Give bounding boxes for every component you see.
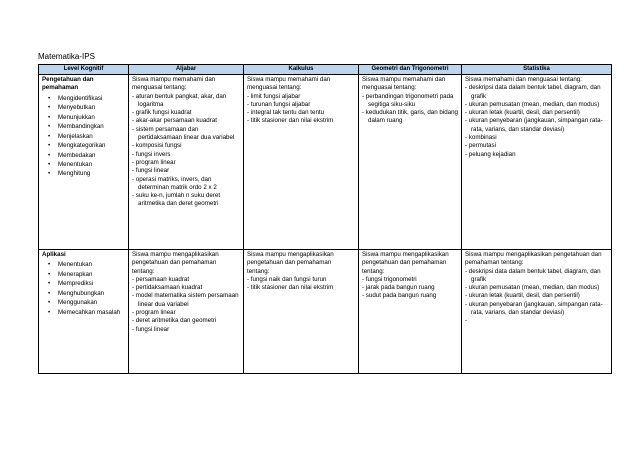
- header-kalkulus: Kalkulus: [244, 65, 359, 75]
- list-item: • Memprediksi: [58, 280, 125, 288]
- topic-list: [465, 84, 608, 159]
- list-item: - fungsi linear: [132, 325, 170, 333]
- list-item: • Menentukan: [58, 161, 125, 169]
- table-row: [39, 75, 612, 250]
- level-cell: [39, 75, 129, 250]
- page-title: Matematika-IPS: [38, 52, 95, 61]
- list-item: - ukuran penyebaran (jangkauan, simpangan rata-rata, varians, dan standar deviasi): [465, 300, 603, 317]
- topic-list: [247, 93, 355, 126]
- list-item: - ukuran letak (kuartil, desil, dan persentil): [465, 292, 580, 300]
- verb-list: [42, 95, 125, 179]
- list-item: • Menghitung: [58, 170, 125, 178]
- header-aljabar: Aljabar: [129, 65, 244, 75]
- list-item: - ukuran pemusatan (mean, median, dan modus): [465, 100, 600, 108]
- verb-list: [42, 261, 125, 317]
- list-item: - program linear: [132, 158, 176, 166]
- table-row: [39, 250, 612, 374]
- cell-intro: Siswa mampu mengaplikasikan pengetahuan dan pemahaman tentang:: [362, 251, 449, 275]
- list-item: • Menentukan: [58, 261, 125, 269]
- list-item: - permutasi: [465, 142, 496, 150]
- list-item: - ukuran penyebaran (jangkauan, simpangan rata-rata, varians, dan standar deviasi): [465, 117, 603, 133]
- geometri-cell: [359, 75, 462, 250]
- list-item: - komposisi fungsi: [132, 142, 182, 150]
- list-item: - pertidaksamaan kuadrat: [132, 284, 203, 292]
- header-geometri: Geometri dan Trigonometri: [359, 65, 462, 75]
- list-item: - ukuran pemusatan (mean, median, dan modus): [465, 284, 600, 292]
- topic-list: [132, 276, 240, 334]
- list-item: • Menjelaskan: [58, 133, 125, 141]
- list-item: • Menggunakan: [58, 299, 125, 307]
- cell-intro: Siswa mampu memahami dan menguasai tentang:: [247, 76, 331, 92]
- list-item: - limit fungsi aljabar: [247, 92, 301, 100]
- table-header-row: [39, 65, 612, 75]
- list-item: - kedudukan titik, garis, dan bidang dalam ruang: [362, 109, 458, 125]
- list-item: • Mengkategorikan: [58, 142, 125, 150]
- list-item: - fungsi linear: [132, 167, 170, 175]
- list-item: • Membandingkan: [58, 123, 125, 131]
- aljabar-cell: [129, 250, 244, 374]
- list-item: - suku ke-n, jumlah n suku deret aritmetika dan deret geometri: [132, 192, 221, 208]
- list-item: - peluang kejadian: [465, 150, 516, 158]
- aljabar-cell: [129, 75, 244, 250]
- list-item: • Mengidentifikasi: [58, 95, 125, 103]
- list-item: - integral tak tentu dan tentu: [247, 109, 325, 117]
- list-item: - persamaan kuadrat: [132, 275, 190, 283]
- header-statistika: Statistika: [462, 65, 612, 75]
- list-item: -: [465, 317, 468, 325]
- topic-list: [247, 276, 355, 293]
- list-item: - model matematika sistem persamaan linear dua variabel: [132, 292, 239, 308]
- list-item: - ukuran letak (kuartil, desil, dan persentil): [465, 109, 580, 117]
- cell-intro: Siswa mampu memahami dan menguasai tentang:: [362, 76, 446, 92]
- level-title: Aplikasi: [42, 251, 66, 258]
- competency-table: [38, 64, 612, 374]
- list-item: - fungsi invers: [132, 150, 171, 158]
- list-item: - perbandingan trigonometri pada segitiga siku-siku: [362, 92, 454, 108]
- list-item: - titik stasioner dan nilai ekstrim: [247, 284, 334, 292]
- list-item: - sistem persamaan dan pertidaksamaan linear dua variabel: [132, 125, 235, 142]
- level-title: Pengetahuan dan pemahaman: [42, 76, 94, 92]
- list-item: - akar-akar persamaan kuadrat: [132, 117, 217, 125]
- list-item: • Menunjukkan: [58, 114, 125, 122]
- list-item: - aturan bentuk pangkat, akar, dan logaritma: [132, 92, 227, 108]
- geometri-cell: [359, 250, 462, 374]
- list-item: • Membedakan: [58, 152, 125, 160]
- level-cell: [39, 250, 129, 374]
- list-item: - kombinasi: [465, 134, 497, 142]
- topic-list: [362, 93, 458, 126]
- list-item: • Memecahkan masalah: [58, 309, 125, 317]
- topic-list: [362, 276, 458, 301]
- cell-intro: Siswa mampu mengaplikasikan pengetahuan dan pemahaman tentang:: [465, 251, 602, 267]
- statistika-cell: [462, 250, 612, 374]
- list-item: - fungsi trigonometri: [362, 275, 417, 283]
- list-item: - deret aritmetika dan geometri: [132, 317, 217, 325]
- cell-intro: Siswa memahami dan menguasai tentang:: [465, 76, 582, 83]
- list-item: - deskripsi data dalam bentuk tabel, diagram, dan grafik: [465, 84, 601, 100]
- list-item: - fungsi naik dan fungsi turun: [247, 275, 327, 283]
- cell-intro: Siswa mampu mengaplikasikan pengetahuan dan pemahaman tentang:: [132, 251, 219, 275]
- list-item: - operasi matriks, invers, dan determinan matrik ordo 2 x 2: [132, 175, 217, 191]
- list-item: - turunan fungsi aljabar: [247, 100, 311, 108]
- topic-list: [132, 93, 240, 209]
- cell-intro: Siswa mampu mengaplikasikan pengetahuan dan pemahaman tentang:: [247, 251, 334, 275]
- list-item: - program linear: [132, 309, 176, 317]
- list-item: - titik stasioner dan nilai ekstrim: [247, 117, 334, 125]
- list-item: • Menerapkan: [58, 271, 125, 279]
- list-item: - deskripsi data dalam bentuk tabel, diagram, dan grafik: [465, 267, 601, 283]
- header-level-kognitif: Level Kognitif: [39, 65, 129, 75]
- kalkulus-cell: [244, 75, 359, 250]
- list-item: - jarak pada bangun ruang: [362, 284, 435, 292]
- list-item: - grafik fungsi kuadrat: [132, 109, 192, 117]
- statistika-cell: [462, 75, 612, 250]
- topic-list: [465, 268, 608, 326]
- list-item: • Menyebutkan: [58, 104, 125, 112]
- list-item: • Menghubungkan: [58, 290, 125, 298]
- list-item: - sudut pada bangun ruang: [362, 292, 437, 300]
- kalkulus-cell: [244, 250, 359, 374]
- cell-intro: Siswa mampu memahami dan menguasai tentang:: [132, 76, 216, 92]
